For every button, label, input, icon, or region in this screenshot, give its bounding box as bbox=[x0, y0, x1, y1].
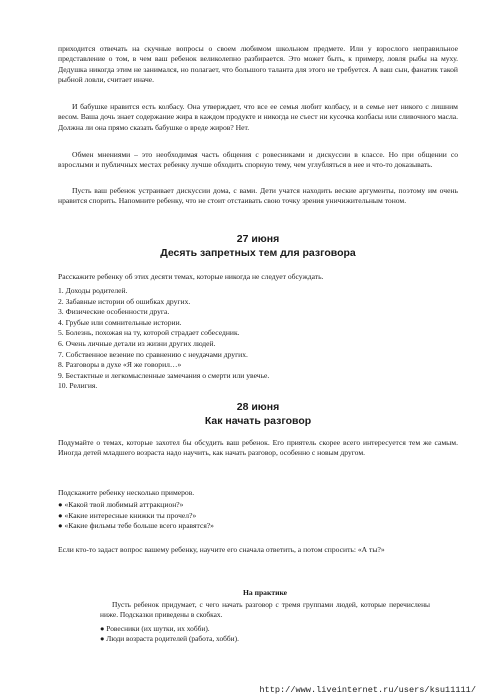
list-item: ● «Какие фильмы тебе больше всего нравятся?» bbox=[58, 521, 214, 531]
forbidden-topics-list bbox=[58, 286, 458, 392]
list-item: 6. Очень личные детали из жизни других людей. bbox=[58, 338, 216, 348]
practice-list bbox=[100, 624, 430, 645]
paragraph-topics: Подумайте о темах, которые захотел бы обсудить ваш ребенок. Его приятель скорее всего интересуется тем же самым. Иногда детей младшего возраста надо научить, как начать разговор, особенно с новым другом. bbox=[58, 438, 458, 458]
list-item: 10. Религия. bbox=[58, 381, 98, 391]
examples-list bbox=[58, 500, 458, 532]
examples-intro: Подскажите ребенку несколько примеров. bbox=[58, 488, 195, 497]
paragraph-ask-back: Если кто-то задаст вопрос вашему ребенку, научите его сначала ответить, а потом спросить: «А ты?» bbox=[58, 545, 385, 554]
list-item: 7. Собственное везение по сравнению с неудачами других. bbox=[58, 349, 248, 359]
list-item: 9. Бестактные и легкомысленные замечания о смерти или увечье. bbox=[58, 370, 270, 380]
list-item: 8. Разговоры в духе «Я же говорил…» bbox=[58, 360, 182, 370]
list-item: 2. Забавные истории об ошибках других. bbox=[58, 296, 191, 306]
paragraph-opinions: Обмен мнениями – это необходимая часть общения с ровесниками и дискуссии в классе. Но при общении со взрослыми и публичных местах ребенку лучше обходить спорную тему, чем углубляться в нее и что-то доказывать. bbox=[58, 150, 458, 170]
practice-title: На практике bbox=[242, 588, 288, 597]
date-heading-28: 28 июня bbox=[236, 401, 280, 413]
paragraph-discussions: Пусть ваш ребенок устраивает дискуссии дома, с вами. Дети учатся находить веские аргументы, поэтому им очень нравится спорить. Напомните ребенку, что не стоит отстаивать свою точку зрения уничижительным тоном. bbox=[58, 186, 458, 206]
list-item: 5. Болезнь, похожая на ту, которой страдает собеседник. bbox=[58, 328, 240, 338]
practice-text: Пусть ребенок придумает, с чего начать разговор с тремя группами людей, которые перечислены ниже. Подсказки приведены в скобках. bbox=[100, 600, 430, 620]
list-item: 1. Доходы родителей. bbox=[58, 286, 128, 295]
list-item: 3. Физические особенности друга. bbox=[58, 307, 170, 317]
paragraph-fishing: приходится отвечать на скучные вопросы о своем любимом школьном предмете. Или у взрослого неправильное представление о том, в чем ваш ребенок великолепно разбирается. Это может быть, к примеру, ловля рыбы на муху. Дедушка никогда этим не занимался, но полагает, что большого таланта для этого не требуется. А ваш сын, фанатик такой рыбной ловли, считает иначе. bbox=[58, 44, 458, 85]
list-item: ● «Какие интересные книжки ты прочел?» bbox=[58, 510, 197, 520]
list-item: ● Ровесники (их шутки, их хобби). bbox=[100, 624, 210, 633]
list-item: 4. Грубые или сомнительные истории. bbox=[58, 317, 182, 327]
forbidden-topics-intro: Расскажите ребенку об этих десяти темах, которые никогда не следует обсуждать. bbox=[58, 272, 324, 281]
list-item: ● «Какой твой любимый аттракцион?» bbox=[58, 500, 184, 509]
source-watermark: http://www.liveinternet.ru/users/ksu11111/ bbox=[259, 685, 476, 695]
list-item: ● Люди возраста родителей (работа, хобби). bbox=[100, 634, 239, 644]
section-title-forbidden-topics: Десять запретных тем для разговора bbox=[160, 247, 356, 259]
paragraph-sausage: И бабушке нравится есть колбасу. Она утверждает, что все ее семья любит колбасу, и в семье нет никого с лишним весом. Ваша дочь знает содержание жира в каждом продукте и никогда не съест ни кусочка колбасы или сливочного масла. Должна ли она прямо сказать бабушке о вреде жиров? Нет. bbox=[58, 102, 458, 132]
section-title-start-conversation: Как начать разговор bbox=[204, 415, 312, 427]
date-heading-27: 27 июня bbox=[236, 233, 280, 245]
